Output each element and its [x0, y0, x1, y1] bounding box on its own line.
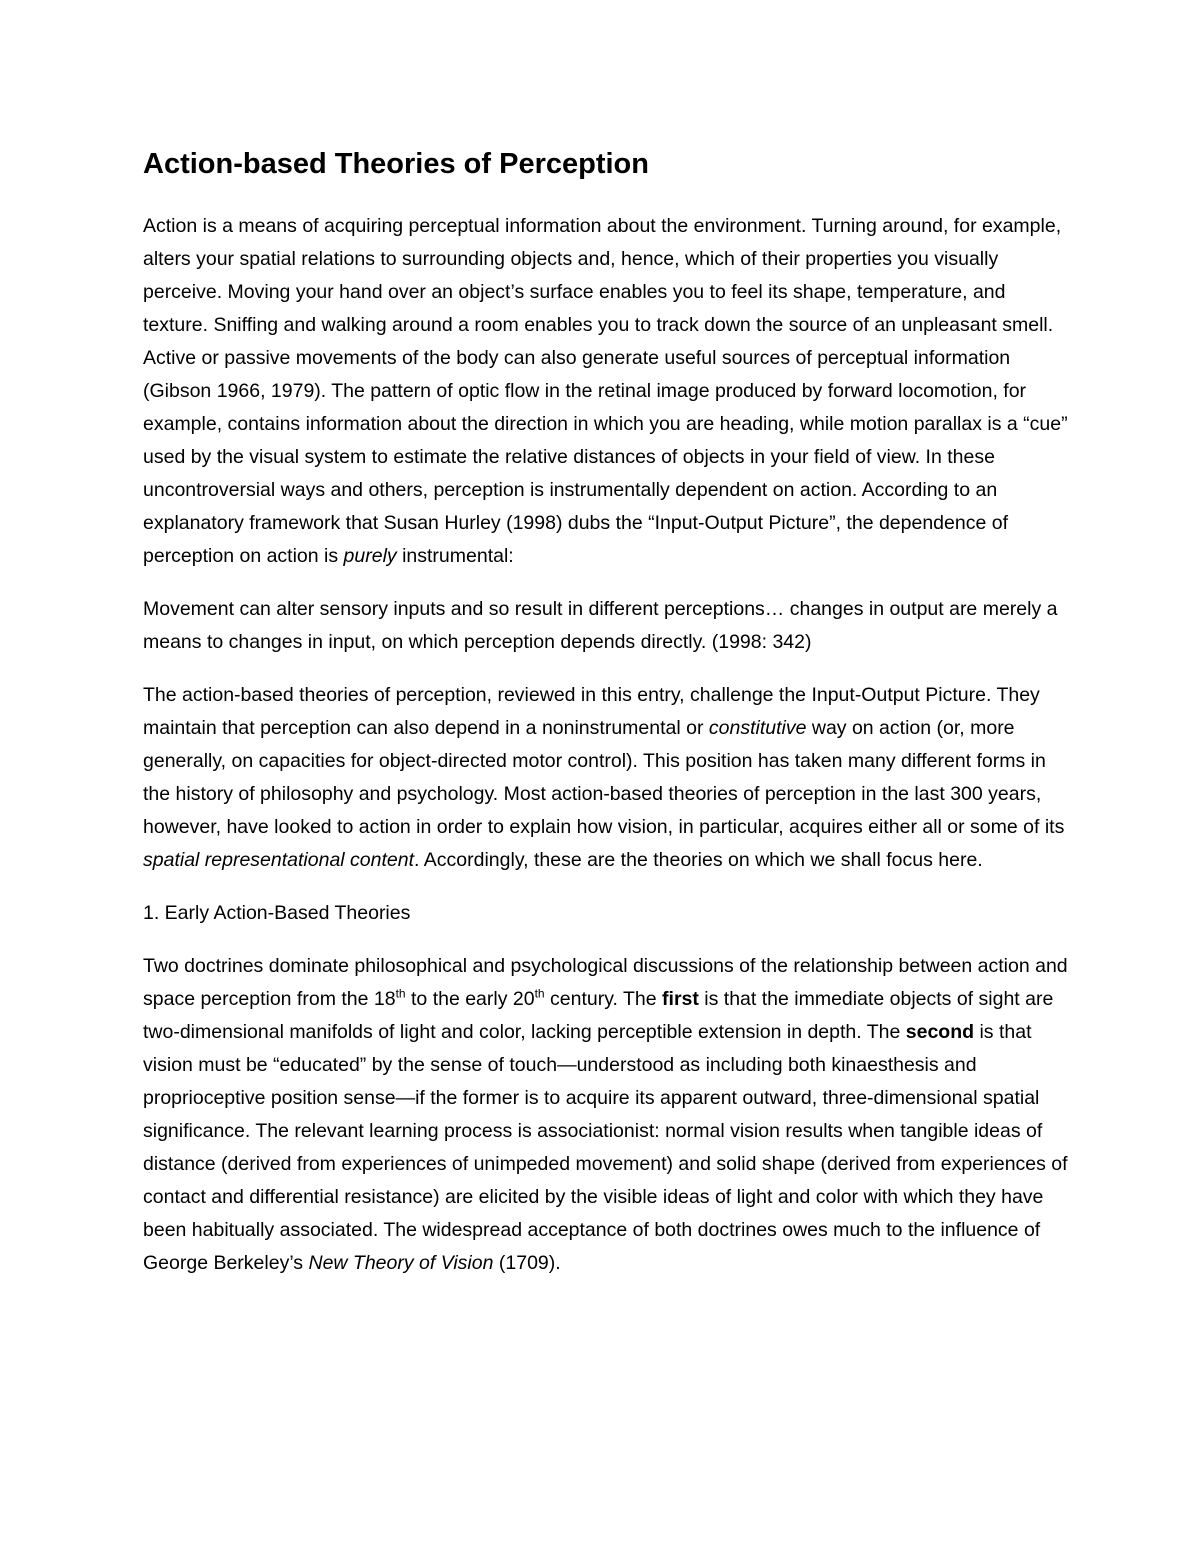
theories-text-1: The action-based theories of perception, reviewed in this entry, challenge the Input-Output Picture. They maintain that perception can also depend in a noninstrumental or	[143, 684, 1040, 739]
intro-paragraph	[143, 210, 1068, 573]
doctrines-text-6: (1709).	[493, 1252, 561, 1274]
section-heading: 1. Early Action-Based Theories	[143, 902, 411, 924]
block-quote: Movement can alter sensory inputs and so result in different perceptions… changes in output are merely a means to changes in input, on which perception depends directly. (1998: 342)	[143, 598, 1058, 653]
theories-text-3: . Accordingly, these are the theories on which we shall focus here.	[414, 849, 983, 871]
doctrines-text-4: is that the immediate objects of sight are two-dimensional manifolds of light and color, lacking perceptible extension in depth. The	[143, 988, 1054, 1043]
ordinal-superscript-1: th	[395, 986, 406, 1001]
theories-emphasis-1: constitutive	[708, 717, 807, 739]
theories-text-2: way on action (or, more generally, on capacities for object-directed motor control). This position has taken many different forms in the history of philosophy and psychology. Most action-based theories of perception in the last 300 years, however, have looked to action in order to explain how vision, in particular, acquires either all or some of its	[143, 717, 1065, 838]
intro-text: Action is a means of acquiring perceptual information about the environment. Turning around, for example, alters your spatial relations to surrounding objects and, hence, which of their properties you visually perceive. Moving your hand over an object’s surface enables you to feel its shape, temperature, and texture. Sniffing and walking around a room enables you to track down the source of an unpleasant smell. Active or passive movements of the body can also generate useful sources of perceptual information (Gibson 1966, 1979). The pattern of optic flow in the retinal image produced by forward locomotion, for example, contains information about the direction in which you are heading, while motion parallax is a “cue” used by the visual system to estimate the relative distances of objects in your field of view. In these uncontroversial ways and others, perception is instrumentally dependent on action. According to an explanatory framework that Susan Hurley (1998) dubs the “Input-Output Picture”, the dependence of perception on action is	[143, 215, 1068, 567]
first-doctrine-label: first	[662, 988, 699, 1010]
intro-emphasis: purely	[343, 545, 397, 567]
theories-paragraph	[143, 679, 1068, 877]
doctrines-text-1: Two doctrines dominate philosophical and psychological discussions of the relationship between action and space perception from the 18	[143, 955, 1068, 1010]
theories-emphasis-2: spatial representational content	[143, 849, 415, 871]
document-page	[143, 140, 1068, 1300]
doctrines-text-5: is that vision must be “educated” by the sense of touch—understood as including both kinaesthesis and proprioceptive position sense—if the former is to acquire its apparent outward, three-dimensional spatial significance. The relevant learning process is associationist: normal vision results when tangible ideas of distance (derived from experiences of unimpeded movement) and solid shape (derived from experiences of contact and differential resistance) are elicited by the visible ideas of light and color with which they have been habitually associated. The widespread acceptance of both doctrines owes much to the influence of George Berkeley’s	[143, 1021, 1068, 1274]
document-title: Action-based Theories of Perception	[143, 148, 649, 180]
second-doctrine-label: second	[905, 1021, 975, 1043]
doctrines-text-3: century. The	[544, 988, 663, 1010]
doctrines-paragraph	[143, 950, 1068, 1280]
ordinal-superscript-2: th	[534, 986, 545, 1001]
intro-text-end: instrumental:	[396, 545, 514, 567]
doctrines-text-2: to the early 20	[405, 988, 535, 1010]
book-title: New Theory of Vision	[308, 1252, 494, 1274]
